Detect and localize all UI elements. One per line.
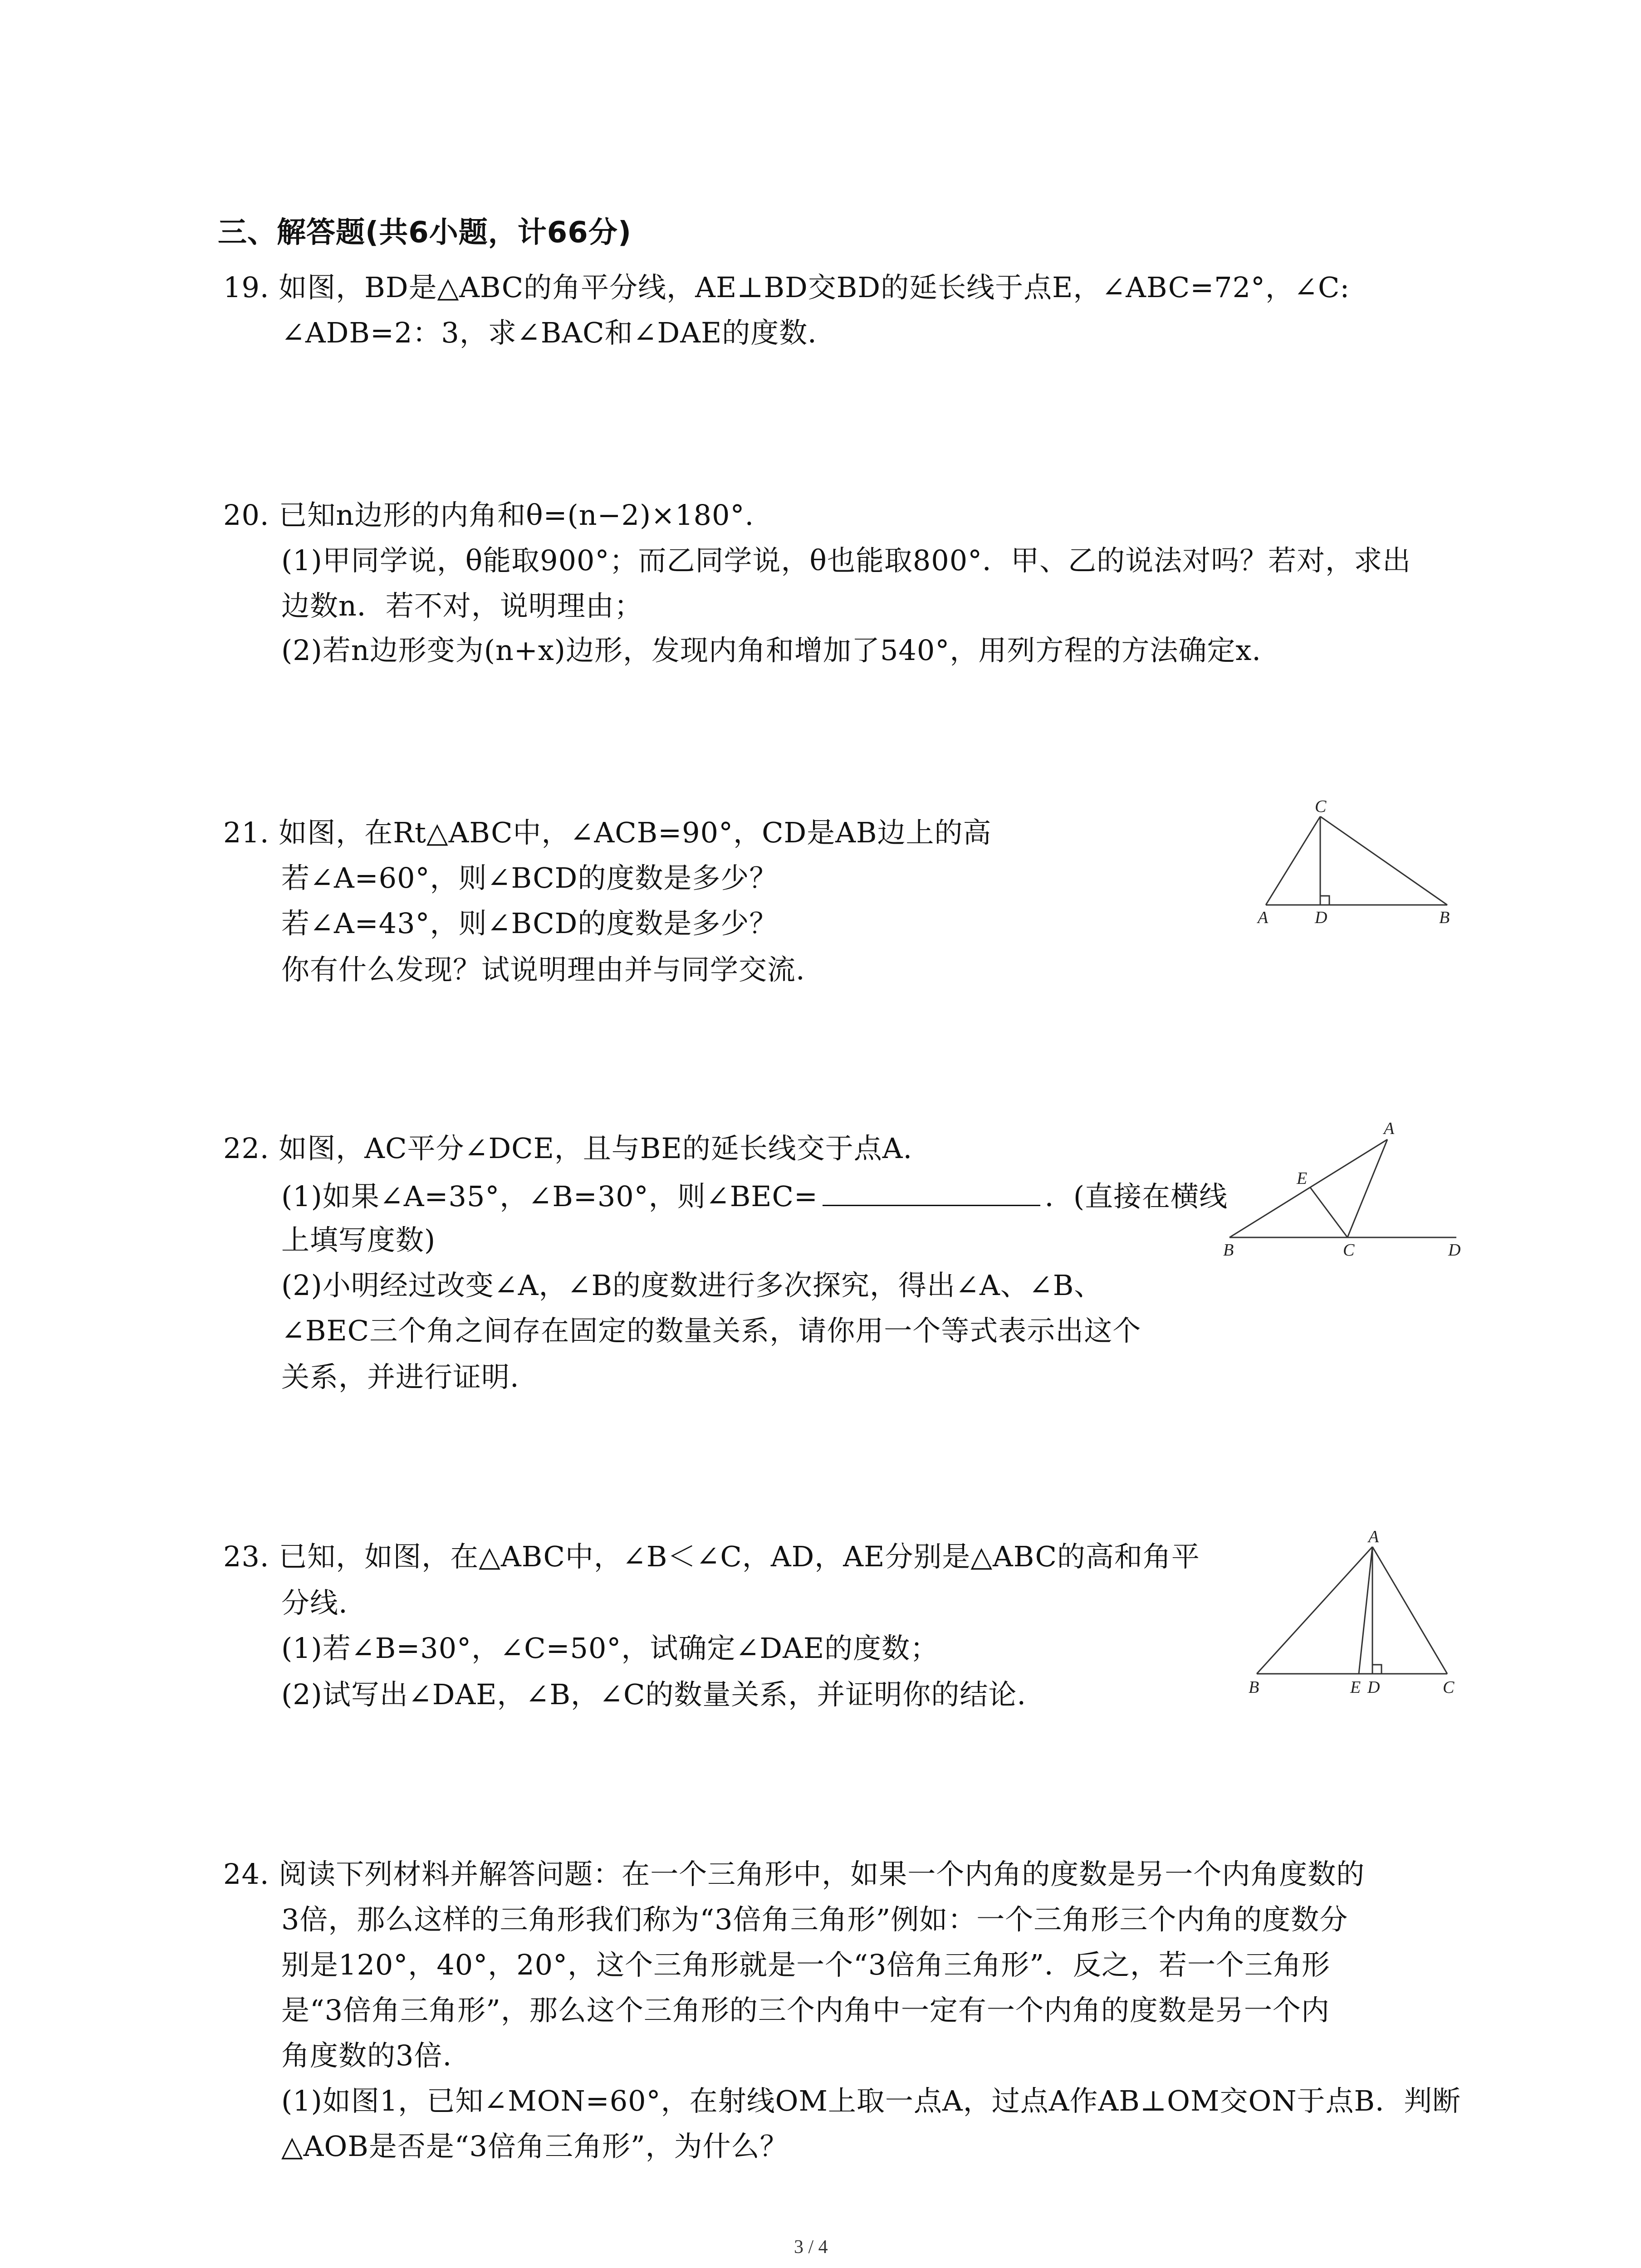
q23-side-ab: [1257, 1547, 1372, 1674]
q24-line-1: 24. 阅读下列材料并解答问题：在一个三角形中，如果一个内角的度数是另一个内角度数的: [223, 1857, 1365, 1891]
q22-label-b: B: [1223, 1241, 1234, 1260]
q21-label-b: B: [1439, 908, 1450, 927]
q23-label-d: D: [1367, 1678, 1380, 1697]
q22-label-e: E: [1297, 1169, 1308, 1188]
q24-line-3: 别是120°，40°，20°，这个三角形就是一个“3倍角三角形”．反之，若一个三角形: [281, 1948, 1330, 1981]
q23-label-b: B: [1249, 1678, 1259, 1697]
q22-figure: [1216, 1116, 1470, 1261]
q23-line-3: (1)若∠B=30°，∠C=50°，试确定∠DAE的度数；: [281, 1632, 939, 1665]
q22-label-a: A: [1384, 1119, 1395, 1138]
q24-line-4: 是“3倍角三角形”，那么这个三角形的三个内角中一定有一个内角的度数是另一个内: [281, 1994, 1330, 2027]
q24-line-2: 3倍，那么这样的三角形我们称为“3倍角三角形”例如：一个三角形三个内角的度数分: [281, 1903, 1348, 1936]
q24-line-7: △AOB是否是“3倍角三角形”，为什么？: [281, 2130, 789, 2163]
q23-right-angle-mark: [1372, 1665, 1381, 1674]
q22-label-c: C: [1343, 1241, 1355, 1260]
q22-line-2-tail: ．(直接在横线: [1044, 1180, 1228, 1213]
q21-line-2: 若∠A=60°，则∠BCD的度数是多少？: [281, 861, 778, 894]
q21-line-4: 你有什么发现？试说明理由并与同学交流.: [281, 953, 805, 986]
q23-line-1: 23. 已知，如图，在△ABC中，∠B＜∠C，AD，AE分别是△ABC的高和角平: [223, 1540, 1200, 1573]
q21-line-3: 若∠A=43°，则∠BCD的度数是多少？: [281, 907, 778, 940]
q22-label-d: D: [1448, 1241, 1461, 1260]
q20-line-1: 20. 已知n边形的内角和θ=(n−2)×180°.: [223, 499, 754, 532]
q20-line-4: (2)若n边形变为(n+x)边形，发现内角和增加了540°，用列方程的方法确定x.: [281, 634, 1261, 667]
q22-line-2: [281, 1179, 1228, 1212]
section-title: 三、解答题(共6小题，计66分): [218, 216, 632, 249]
q22-line-5: ∠BEC三个角之间存在固定的数量关系，请你用一个等式表示出这个: [281, 1314, 1141, 1347]
q22-answer-blank[interactable]: [823, 1179, 1040, 1206]
q21-label-a: A: [1258, 908, 1269, 927]
q19-line-2: ∠ADB=2：3，求∠BAC和∠DAE的度数．: [281, 316, 837, 349]
q22-line-3: 上填写度数): [281, 1223, 436, 1256]
q22-line-1: 22. 如图，AC平分∠DCE，且与BE的延长线交于点A.: [223, 1132, 913, 1165]
q21-side-cb: [1320, 816, 1447, 905]
q24-line-5: 角度数的3倍.: [281, 2039, 452, 2072]
q21-label-c: C: [1315, 797, 1327, 816]
q19-line-1: 19. 如图，BD是△ABC的角平分线，AE⊥BD交BD的延长线于点E，∠ABC=72°，∠C:: [223, 271, 1350, 304]
q20-line-3: 边数n．若不对，说明理由；: [281, 589, 643, 622]
q23-bisector-ae: [1359, 1547, 1372, 1674]
q23-label-a: A: [1368, 1527, 1379, 1546]
q22-line-6: 关系，并进行证明.: [281, 1360, 519, 1393]
q23-figure: [1243, 1529, 1461, 1701]
page-number: 3 / 4: [794, 2237, 828, 2258]
q23-side-ac: [1372, 1547, 1447, 1674]
q20-line-2: (1)甲同学说，θ能取900°；而乙同学说，θ也能取800°．甲、乙的说法对吗？若对，求出: [281, 544, 1411, 577]
q21-right-angle-mark: [1320, 896, 1329, 905]
q21-figure: [1252, 797, 1470, 934]
q23-line-2: 分线.: [281, 1586, 348, 1619]
q23-label-c: C: [1443, 1678, 1455, 1697]
q21-side-ca: [1266, 816, 1320, 905]
q21-label-d: D: [1315, 908, 1327, 927]
q22-line-2-text: (1)如果∠A=35°，∠B=30°，则∠BEC=: [281, 1180, 818, 1213]
q22-segment-ba: [1230, 1139, 1387, 1237]
q21-line-1: 21. 如图，在Rt△ABC中，∠ACB=90°，CD是AB边上的高: [223, 816, 992, 849]
q23-label-e: E: [1350, 1678, 1361, 1697]
q23-line-4: (2)试写出∠DAE，∠B，∠C的数量关系，并证明你的结论.: [281, 1678, 1027, 1711]
q22-line-4: (2)小明经过改变∠A，∠B的度数进行多次探究，得出∠A、∠B、: [281, 1269, 1103, 1302]
q24-line-6: (1)如图1，已知∠MON=60°，在射线OM上取一点A，过点A作AB⊥OM交ON于点B．判断: [281, 2084, 1461, 2117]
q22-segment-ca: [1347, 1139, 1387, 1237]
q22-segment-ec: [1310, 1188, 1347, 1237]
